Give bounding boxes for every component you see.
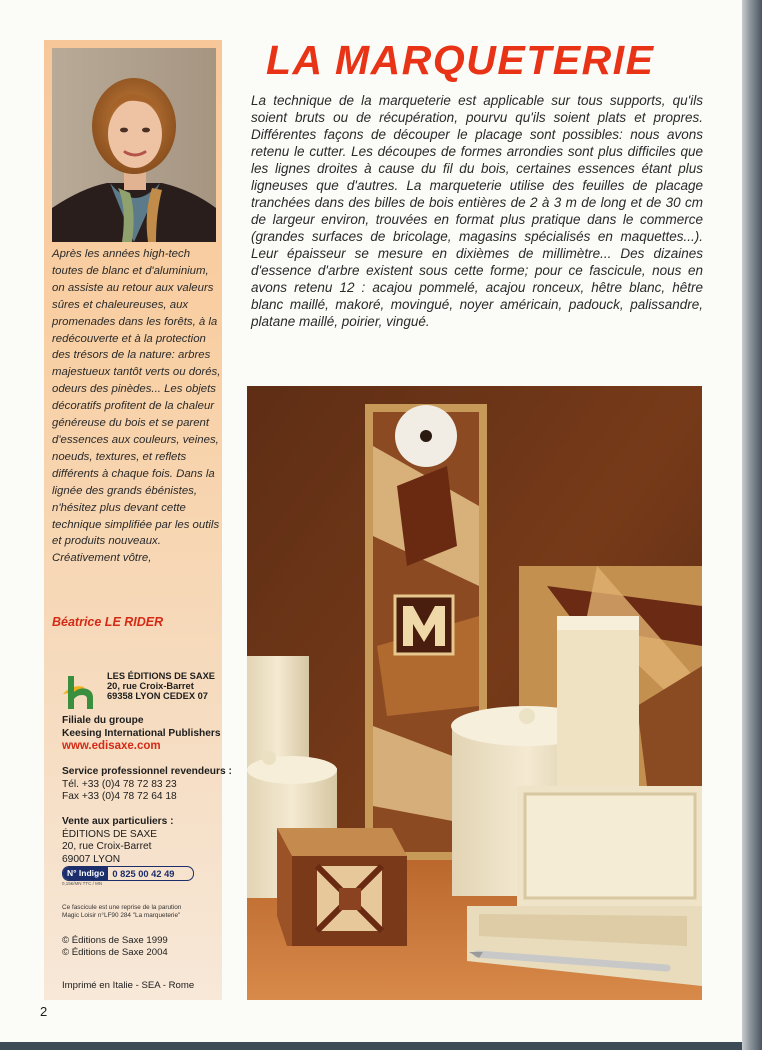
body-text: La technique de la marqueterie est applicable sur tous supports, qu'ils soient bruts ou de récupération, pourvu qu'ils soient plats et propres. Différentes façons de découper le placage sont possibles: nous avons retenu le cutter. Les découpes de formes arrondies sont plus difficiles que les lignes droites à cause du fil du bois, certaines essences étant plus ligneuses que d'autres. La marqueterie utilise des feuilles de placage tranchées dans des billes de bois entières de 2 à 3 m de long et de 30 cm de largeur environ, trouvées en format plus pratique dans le commerce (grandes surfaces de bricolage, magasins spécialisés en maquettes...). Leur épaisseur se mesure en dixièmes de millimètre... Des dizaines d'essence d'arbre existent sous cette forme; pour ce fascicule, nous en avons retenu 12 : acajou pommelé, acajou ronceux, hêtre blanc, hêtre blanc maillé, makoré, movingué, noyer américain, padouck, palissandre, platane maillé, poirier, vingué. (251, 93, 703, 329)
website-link[interactable]: www.edisaxe.com (62, 740, 161, 753)
publisher-name: LES ÉDITIONS DE SAXE (107, 671, 215, 681)
indigo-number: 0 825 00 42 49 (112, 868, 175, 879)
marquetry-photo (247, 386, 702, 1000)
group-info (62, 715, 221, 753)
publisher-logo (60, 672, 102, 712)
author-signature: Béatrice LE RIDER (52, 615, 164, 629)
intro-text: Après les années high-tech toutes de blanc et d'aluminium, on assiste au retour aux valeurs sûres et chaleureuses, aux promenades dans les forêts, à la redécouverte et à la protection des trésors de la nature: arbres majestueux tantôt verts ou dorés, odeurs des pinèdes... Les objets décoratifs profitent de la chaleur généreuse du bois et se parent d'essences aux couleurs, veines, noeuds, textures, et reflets différents à chaque fois. Dans la lignée des grands ébénistes, n'hésitez plus devant cette technique simplifiée par les outils et produits nouveaux. Créativement vôtre, (52, 248, 221, 565)
indigo-phone-badge (62, 866, 194, 881)
indigo-rate: 0,15€/MN TTC / MN (62, 881, 103, 886)
retail-sales (62, 816, 174, 866)
publisher-street: 20, rue Croix-Barret (107, 681, 194, 692)
printed-in: Imprimé en Italie - SEA - Rome (62, 980, 195, 991)
publisher-city: 69358 LYON CEDEX 07 (107, 691, 208, 702)
retail-name: ÉDITIONS DE SAXE (62, 828, 158, 840)
copyright-2004: © Éditions de Saxe 2004 (62, 947, 168, 958)
pro-service (62, 766, 232, 804)
retail-street: 20, rue Croix-Barret (62, 841, 152, 853)
retail-title: Vente aux particuliers : (62, 816, 174, 827)
copyright (62, 935, 168, 959)
pro-service-fax: Fax +33 (0)4 78 72 64 18 (62, 791, 177, 803)
page-number: 2 (40, 1004, 48, 1019)
group-line-1: Filiale du groupe (62, 715, 144, 726)
reprint-note-line-1: Ce fascicule est une reprise de la parution (62, 904, 182, 911)
binding-edge (742, 0, 762, 1050)
author-portrait (52, 48, 216, 242)
indigo-label: N° Indigo (63, 867, 108, 880)
publisher-address (107, 671, 215, 702)
group-line-2: Keesing International Publishers (62, 727, 221, 739)
page-title: LA MARQUETERIE (266, 37, 655, 83)
retail-city: 69007 LYON (62, 853, 121, 865)
pro-service-tel: Tél. +33 (0)4 78 72 83 23 (62, 778, 177, 790)
copyright-1999: © Éditions de Saxe 1999 (62, 935, 168, 946)
reprint-note-line-2: Magic Loisir n°LF90 284 "La marqueterie" (62, 912, 181, 919)
pro-service-title: Service professionnel revendeurs : (62, 766, 232, 777)
reprint-note (62, 904, 181, 920)
